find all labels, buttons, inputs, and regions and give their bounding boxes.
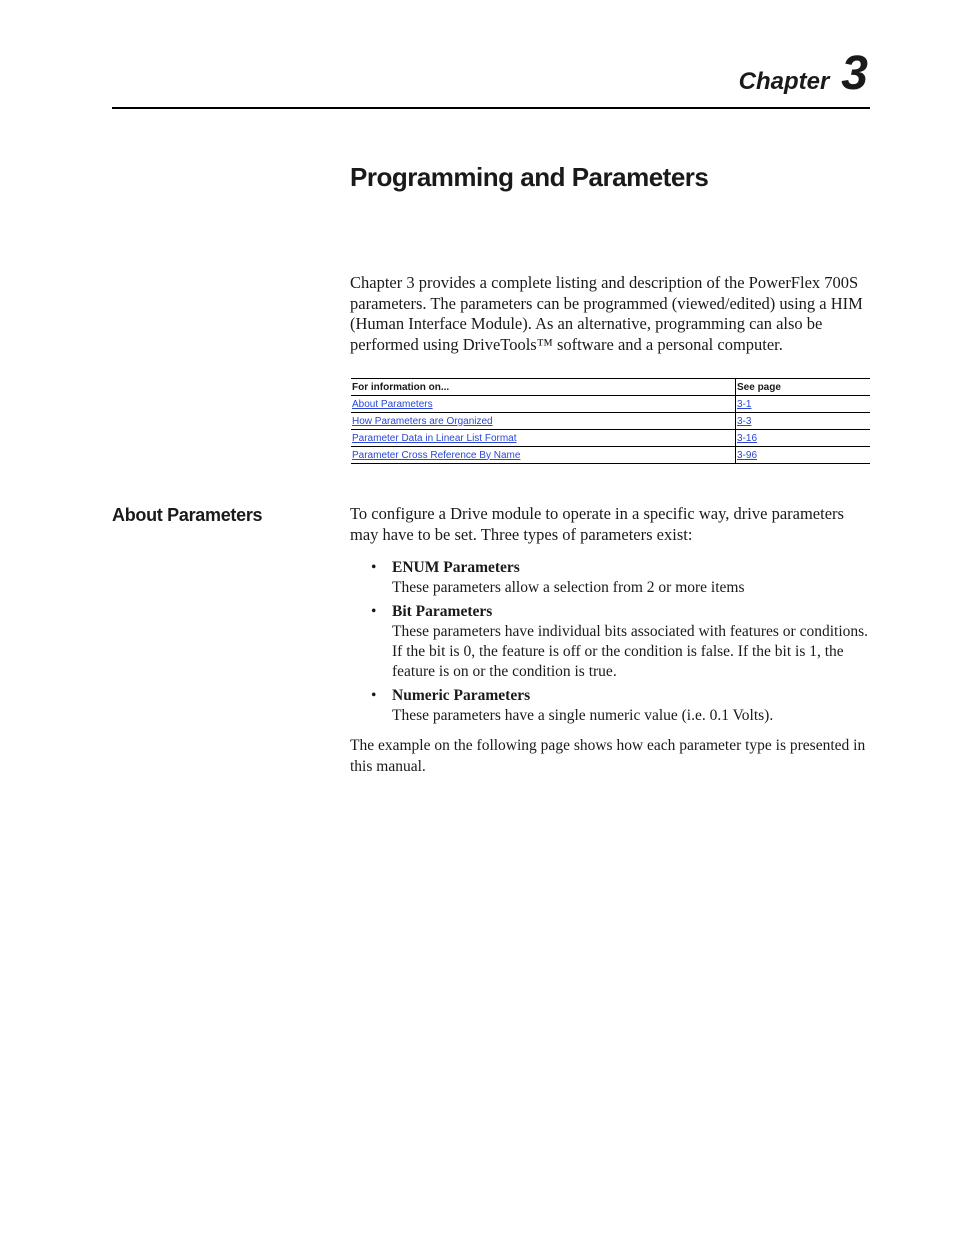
- bullet-title: ENUM Parameters: [392, 559, 520, 576]
- bullet-title: Bit Parameters: [392, 603, 493, 620]
- list-item: [350, 686, 870, 726]
- bullet-icon: •: [371, 603, 377, 620]
- bullet-icon: •: [371, 559, 377, 576]
- bullet-title: Numeric Parameters: [392, 687, 531, 704]
- toc-row: [351, 430, 870, 447]
- chapter-label: Chapter: [738, 68, 830, 95]
- intro-paragraph: Chapter 3 provides a complete listing and description of the PowerFlex 700S parameters. The parameters can be programmed (viewed/edited) using a HIM (Human Interface Module). As an alternative, programming can also be performed using DriveTools™ software and a personal computer.: [350, 273, 863, 354]
- list-item: [350, 558, 870, 598]
- section-intro: To configure a Drive module to operate in a specific way, drive parameters may have to be set. Three types of parameters exist:: [350, 504, 844, 544]
- bullet-description: These parameters have a single numeric value (i.e. 0.1 Volts).: [392, 707, 774, 724]
- section-body: [350, 504, 870, 777]
- toc-table: [351, 378, 870, 464]
- toc-link-about-parameters[interactable]: About Parameters: [352, 398, 433, 410]
- bullet-icon: •: [371, 687, 377, 704]
- toc-link-cross-reference-by-name[interactable]: Parameter Cross Reference By Name: [352, 449, 521, 461]
- page-title: Programming and Parameters: [350, 162, 709, 192]
- toc-header-row: [351, 379, 870, 396]
- toc-row: [351, 396, 870, 413]
- toc-row: [351, 447, 870, 464]
- toc-page-link[interactable]: 3-96: [737, 449, 758, 461]
- header-rule: [112, 107, 870, 109]
- parameter-type-list: [350, 558, 870, 726]
- bullet-description: These parameters allow a selection from 2 or more items: [392, 579, 745, 596]
- section-heading: About Parameters: [112, 505, 263, 525]
- toc-header-page: See page: [736, 379, 871, 396]
- toc-page-link[interactable]: 3-1: [737, 398, 752, 410]
- toc-row: [351, 413, 870, 430]
- chapter-number: 3: [841, 47, 868, 100]
- chapter-header: [738, 47, 868, 100]
- toc-page-link[interactable]: 3-3: [737, 415, 752, 427]
- list-item: [350, 602, 870, 682]
- toc-link-how-parameters-organized[interactable]: How Parameters are Organized: [352, 415, 493, 427]
- toc-page-link[interactable]: 3-16: [737, 432, 758, 444]
- section-outro: The example on the following page shows how each parameter type is presented in this manual.: [350, 737, 866, 775]
- toc-link-linear-list-format[interactable]: Parameter Data in Linear List Format: [352, 432, 517, 444]
- toc-header-topic: For information on...: [351, 379, 736, 396]
- bullet-description: These parameters have individual bits associated with features or conditions. If the bit is 0, the feature is off or the condition is false. If the bit is 1, the feature is on or the condition is true.: [392, 623, 869, 680]
